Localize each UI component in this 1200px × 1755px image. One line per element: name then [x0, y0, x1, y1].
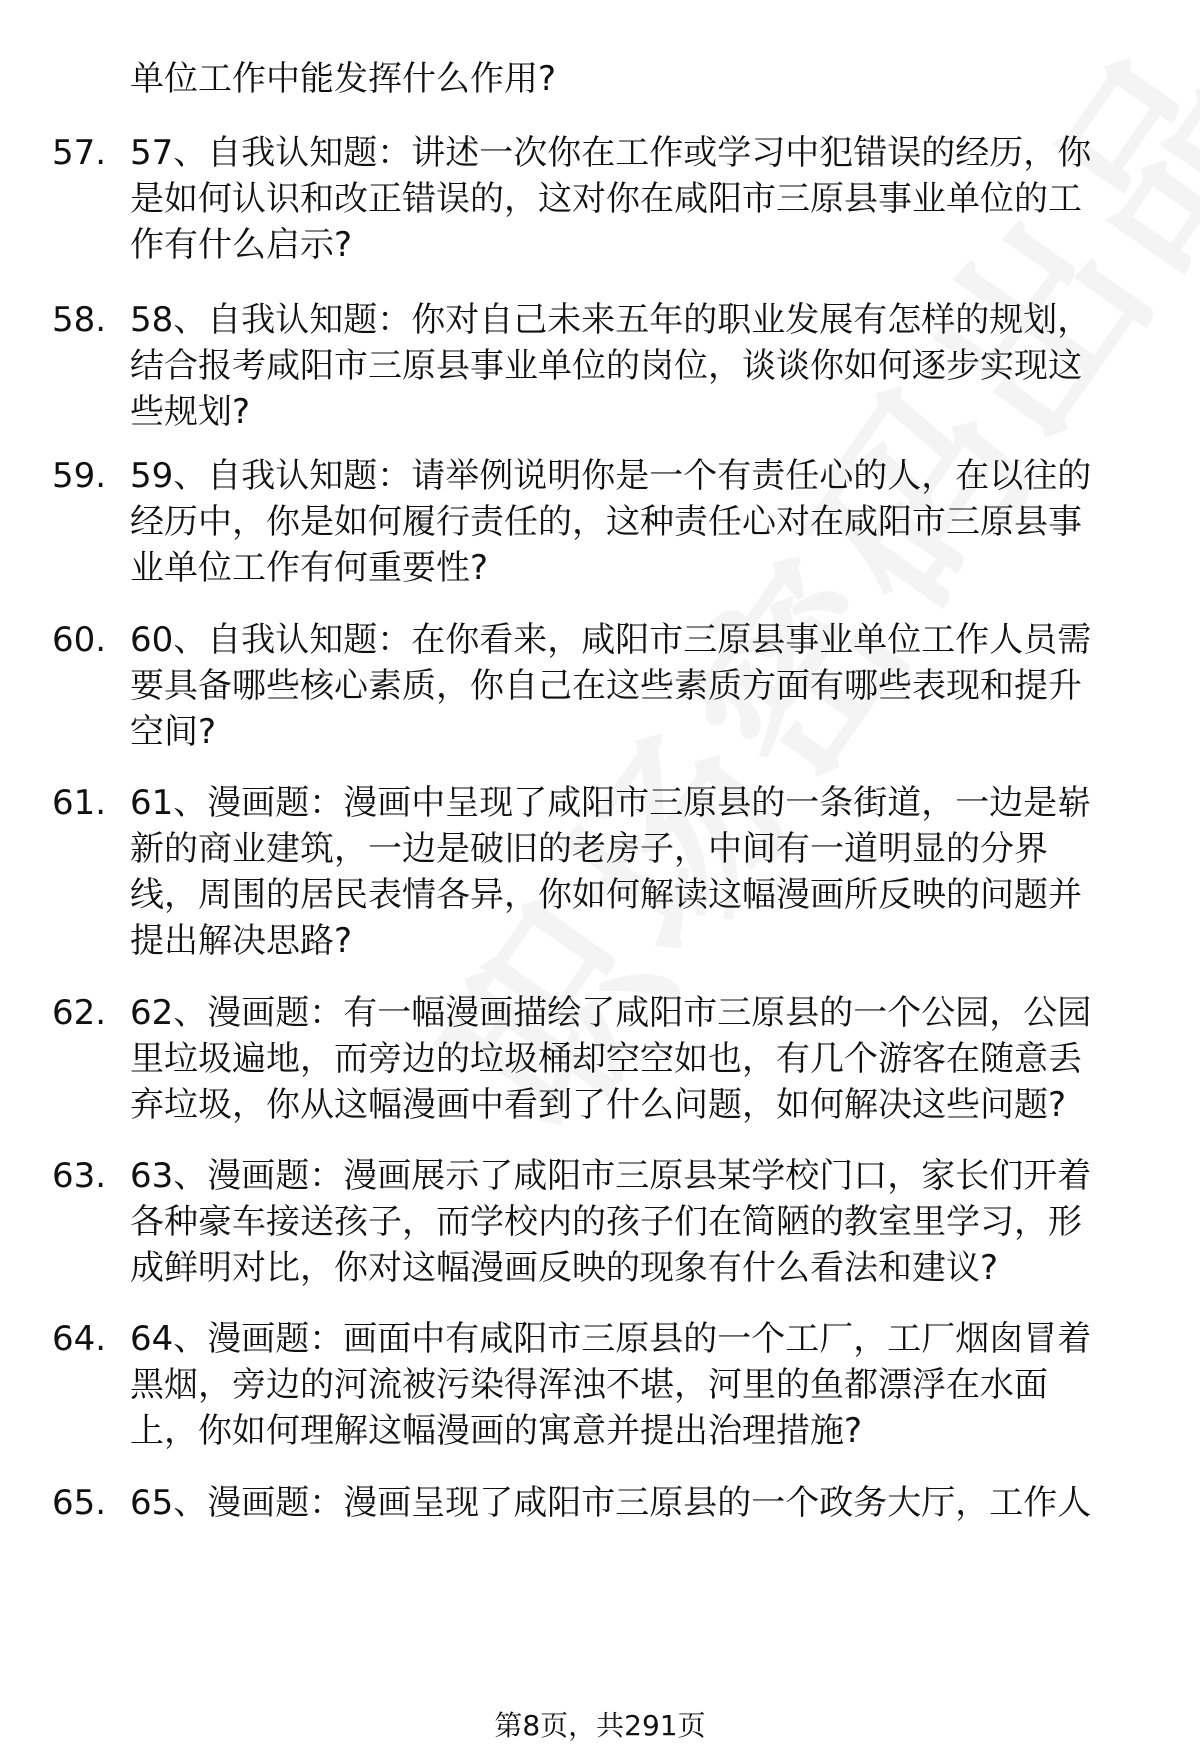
item-text-line: 上，你如何理解这幅漫画的寓意并提出治理措施? — [130, 1411, 863, 1451]
item-text-line: 58、自我认知题：你对自己未来五年的职业发展有怎样的规划， — [130, 300, 1092, 340]
item-text-line: 是如何认识和改正错误的，这对你在咸阳市三原县事业单位的工 — [130, 179, 1082, 219]
item-text-line: 业单位工作有何重要性? — [130, 548, 489, 588]
item-text-line: 里垃圾遍地，而旁边的垃圾桶却空空如也，有几个游客在随意丢 — [130, 1039, 1082, 1079]
item-text-line: 63、漫画题：漫画展示了咸阳市三原县某学校门口，家长们开着 — [130, 1156, 1092, 1196]
item-text-line: 线，周围的居民表情各异，你如何解读这幅漫画所反映的问题并 — [130, 875, 1082, 915]
item-text-line: 各种豪车接送孩子，而学校内的孩子们在简陋的教室里学习，形 — [130, 1202, 1082, 1242]
item-text-line: 新的商业建筑，一边是破旧的老房子，中间有一道明显的分界 — [130, 829, 1048, 869]
item-text-line: 64、漫画题：画面中有咸阳市三原县的一个工厂，工厂烟囱冒着 — [130, 1319, 1092, 1359]
page-footer: 第8页，共291页 — [494, 1709, 706, 1742]
item-text-line: 要具备哪些核心素质，你自己在这些素质方面有哪些表现和提升 — [130, 666, 1082, 706]
item-text-line: 结合报考咸阳市三原县事业单位的岗位，谈谈你如何逐步实现这 — [130, 346, 1082, 386]
item-text-line: 65、漫画题：漫画呈现了咸阳市三原县的一个政务大厅，工作人 — [130, 1483, 1092, 1523]
item-text-line: 些规划? — [130, 392, 251, 432]
item-text-line: 60、自我认知题：在你看来，咸阳市三原县事业单位工作人员需 — [130, 620, 1092, 660]
item-number: 62. — [52, 993, 107, 1033]
item-text-line: 57、自我认知题：讲述一次你在工作或学习中犯错误的经历，你 — [130, 133, 1092, 173]
item-number: 59. — [52, 456, 107, 496]
item-text-line: 61、漫画题：漫画中呈现了咸阳市三原县的一条街道，一边是崭 — [130, 783, 1092, 823]
item-text-line: 经历中，你是如何履行责任的，这种责任心对在咸阳市三原县事 — [130, 502, 1082, 542]
item-text-line: 弃垃圾，你从这幅漫画中看到了什么问题，如何解决这些问题? — [130, 1085, 1067, 1125]
item-number: 63. — [52, 1156, 107, 1196]
item-text-line: 59、自我认知题：请举例说明你是一个有责任心的人，在以往的 — [130, 456, 1092, 496]
item-number: 61. — [52, 783, 107, 823]
item-number: 60. — [52, 620, 107, 660]
item-number: 58. — [52, 300, 107, 340]
item-text-line: 成鲜明对比，你对这幅漫画反映的现象有什么看法和建议? — [130, 1248, 999, 1288]
item-text-line: 黑烟，旁边的河流被污染得浑浊不堪，河里的鱼都漂浮在水面 — [130, 1365, 1048, 1405]
item-number: 64. — [52, 1319, 107, 1359]
item-number: 57. — [52, 133, 107, 173]
continuation-line: 单位工作中能发挥什么作用? — [130, 59, 557, 99]
item-text-line: 空间? — [130, 712, 217, 752]
item-text-line: 62、漫画题：有一幅漫画描绘了咸阳市三原县的一个公园，公园 — [130, 993, 1092, 1033]
item-text-line: 作有什么启示? — [130, 225, 353, 265]
item-number: 65. — [52, 1483, 107, 1523]
item-text-line: 提出解决思路? — [130, 921, 353, 961]
